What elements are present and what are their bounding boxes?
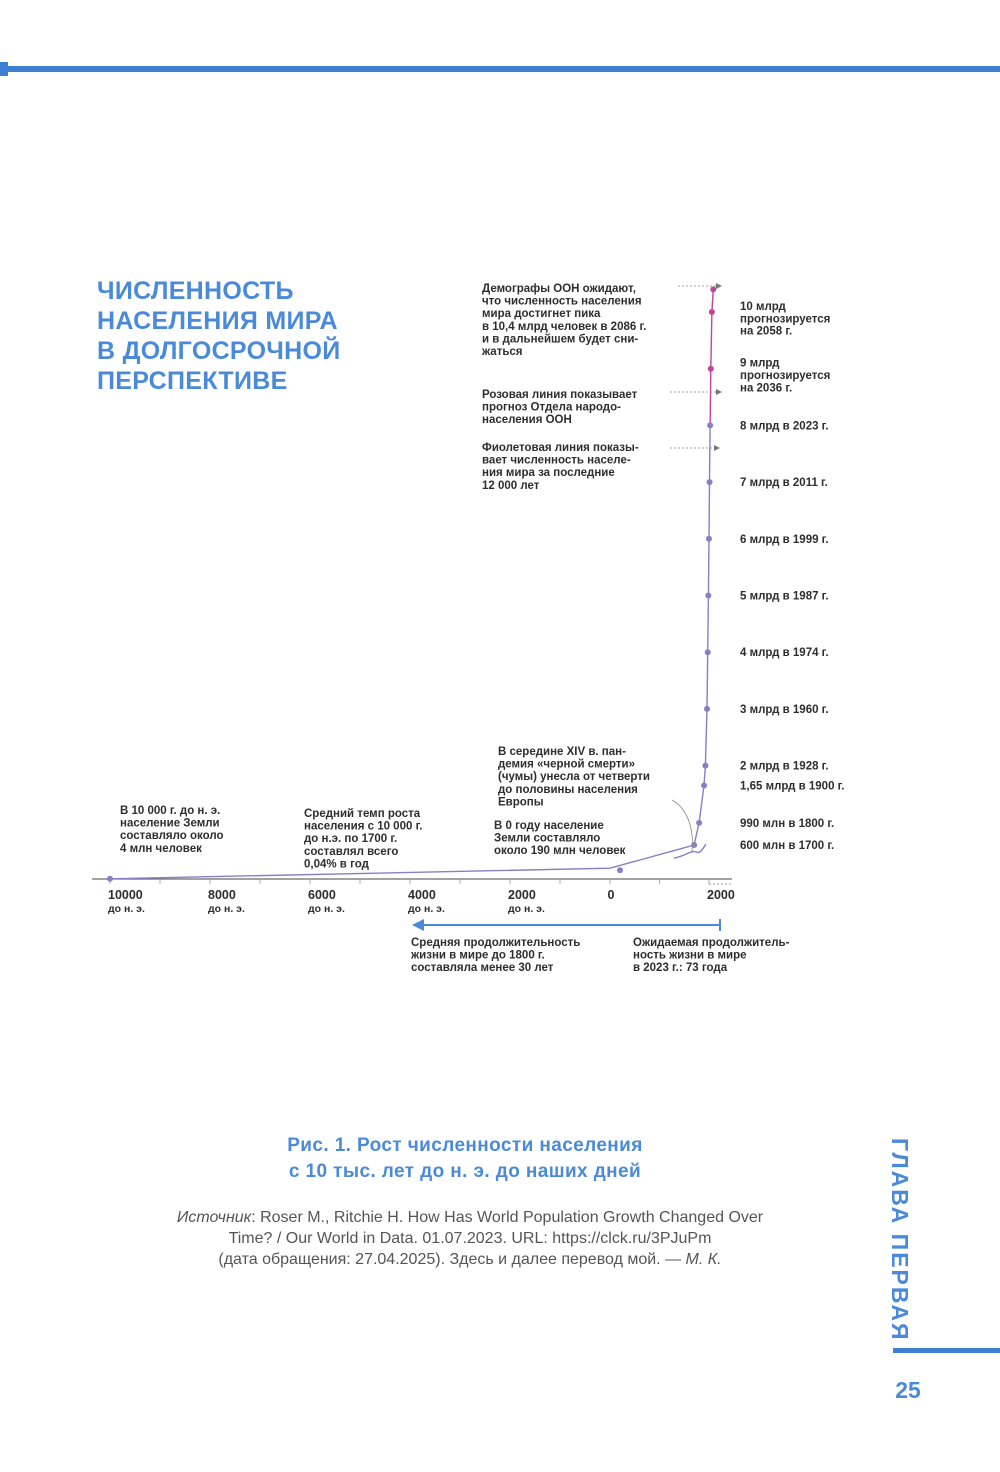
annotation-year-zero: В 0 году население [494,820,604,832]
annotation-violet-line: вает численность населе- [482,454,631,467]
x-tick-label: до н. э. [308,903,345,915]
milestone-label: прогнозируется [740,370,831,382]
x-tick-label: до н. э. [208,903,245,915]
annotation-life-before: составляла менее 30 лет [411,962,554,975]
annotation-un-peak: Демографы ООН ожидают, [482,283,636,295]
milestone-label: 10 млрд [740,301,786,313]
figure-caption [170,1133,760,1185]
data-point [701,782,707,788]
life-expectancy-arrowhead [412,919,424,931]
source-author: М. К. [685,1251,722,1268]
annotation-life-before: жизни в мире до 1800 г. [411,949,545,962]
source-text-3: (дата обращения: 27.04.2025). Здесь и далее перевод мой. — [218,1251,686,1268]
figure-caption-line: с 10 тыс. лет до н. э. до наших дней [288,1161,642,1182]
milestone-label: на 2036 г. [740,382,793,395]
milestone-label: 600 млн в 1700 г. [740,839,835,852]
data-point [702,763,708,769]
annotation-pink-line: Розовая линия показывает [482,389,638,401]
data-point [707,422,713,428]
annotation-black-death: до половины населения [498,783,638,796]
annotation-life-before: Средняя продолжительность [411,937,581,949]
side-rule [893,1348,1000,1353]
source-note [100,1207,840,1270]
annotation-life-now: Ожидаемая продолжитель- [633,937,790,949]
forecast-point [710,286,716,292]
annotation-growth-rate: 0,04% в год [304,858,369,871]
source-label: Источник [176,1209,252,1226]
x-tick-label: 4000 [408,888,436,902]
x-tick-label: 10000 [108,888,143,902]
annotation-life-now: ность жизни в мире [633,949,747,962]
milestone-label: на 2058 г. [740,325,793,338]
annotation-start-pop: В 10 000 г. до н. э. [120,805,221,817]
annotation-year-zero: около 190 млн человек [494,845,626,858]
x-tick-label: до н. э. [508,903,545,915]
milestone-label: 4 млрд в 1974 г. [740,647,829,660]
annotation-start-pop: население Земли [120,817,220,830]
annotation-un-peak: в 10,4 млрд человек в 2086 г. [482,320,647,333]
milestone-label: 6 млрд в 1999 г. [740,533,829,546]
annotation-un-peak: мира достигнет пика [482,308,601,321]
data-point [617,867,623,873]
annotation-violet-line: 12 000 лет [482,479,540,492]
annotation-black-death: (чумы) унесла от четверти [498,771,650,784]
annotation-growth-rate: до н.э. по 1700 г. [304,833,398,846]
x-tick-label: 6000 [308,888,336,902]
x-tick-label: 2000 [508,888,536,902]
forecast-point [709,309,715,315]
annotation-year-zero: Земли составляло [494,832,601,845]
x-tick-label: 8000 [208,888,236,902]
annotation-growth-rate: Средний темп роста [304,808,421,820]
leader-arrowhead [716,389,722,395]
x-tick-label: до н. э. [108,903,145,915]
annotation-growth-rate: населения с 10 000 г. [304,820,423,833]
milestone-label: прогнозируется [740,313,831,326]
source-text-1: : Roser M., Ritchie H. How Has World Population Growth Changed Over [251,1209,764,1226]
milestone-label: 9 млрд [740,357,780,370]
milestone-label: 1,65 млрд в 1900 г. [740,780,845,793]
milestone-label: 990 млн в 1800 г. [740,817,835,830]
annotation-violet-line: Фиолетовая линия показы- [482,442,639,454]
annotation-black-death: демия «черной смерти» [498,758,636,771]
chapter-label [875,1138,925,1342]
data-point [107,876,113,882]
milestone-label: 5 млрд в 1987 г. [740,590,829,603]
annotation-pink-line: прогноз Отдела народо- [482,401,621,414]
source-text-2: Time? / Our World in Data. 01.07.2023. URL: https://clck.ru/3PJuPm [228,1230,712,1247]
annotation-violet-line: ния мира за последние [482,467,615,480]
leader-arrowhead [714,445,720,451]
forecast-point [708,366,714,372]
annotation-life-now: в 2023 г.: 73 года [633,962,728,975]
annotation-start-pop: 4 млн человек [120,842,202,855]
figure-caption-line: Рис. 1. Рост численности населения [287,1135,643,1156]
data-point [705,649,711,655]
milestone-label: 2 млрд в 1928 г. [740,760,829,773]
data-point [704,706,710,712]
data-point [706,536,712,542]
x-tick-label: 2000 [707,888,735,902]
chart-title-line: ЧИСЛЕННОСТЬ [97,277,294,305]
chapter-label-text: ГЛАВА ПЕРВАЯ [887,1138,913,1342]
page-number: 25 [895,1377,921,1403]
data-point [705,593,711,599]
chart-title-line: НАСЕЛЕНИЯ МИРА [97,307,338,335]
chart-title-line: ПЕРСПЕКТИВЕ [97,367,288,395]
x-tick-label: до н. э. [408,903,445,915]
annotation-un-peak: жаться [482,346,523,358]
data-point [696,820,702,826]
annotation-pink-line: населения ООН [482,414,572,427]
annotation-growth-rate: составлял всего [304,845,399,858]
black-death-leader [672,800,692,852]
annotation-un-peak: и в дальнейшем будет сни- [482,333,639,346]
milestone-label: 7 млрд в 2011 г. [740,477,828,490]
leader-arrowhead [716,283,722,289]
annotation-un-peak: что численность населения [482,295,642,308]
chart-title-line: В ДОЛГОСРОЧНОЙ [97,337,341,365]
annotation-start-pop: составляло около [120,830,224,843]
milestone-label: 8 млрд в 2023 г. [740,420,829,433]
data-point [707,479,713,485]
x-tick-label: 0 [607,888,615,902]
annotation-black-death: Европы [498,796,544,809]
milestone-label: 3 млрд в 1960 г. [740,703,829,716]
annotation-black-death: В середине XIV в. пан- [498,746,626,758]
